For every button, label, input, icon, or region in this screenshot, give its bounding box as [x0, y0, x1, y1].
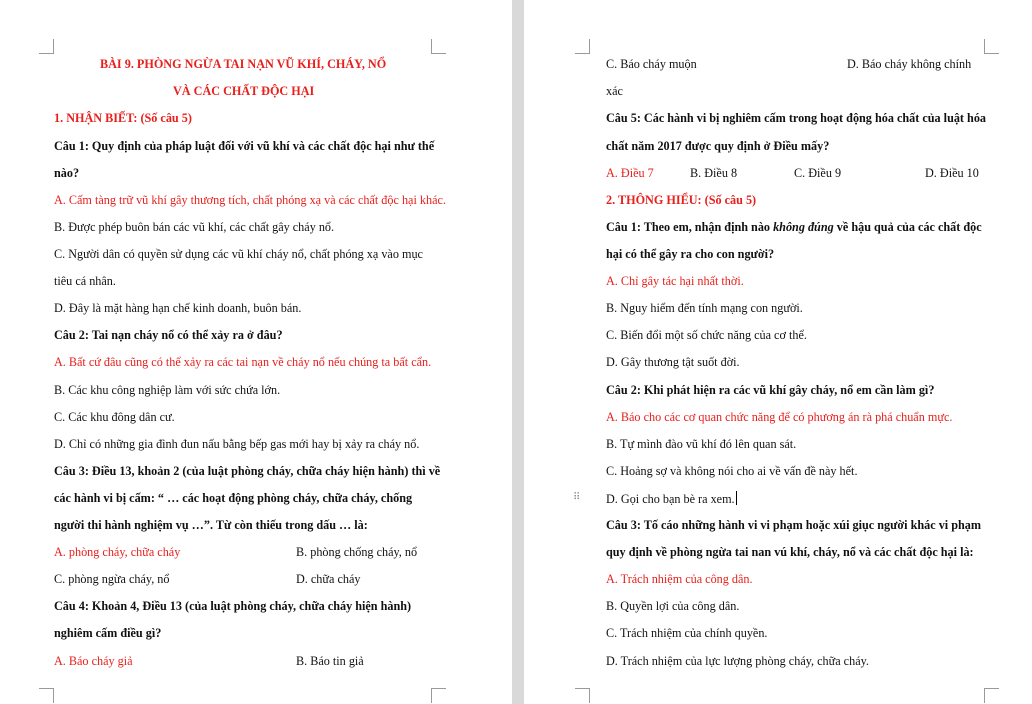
answer-option: C. Biến đổi một số chức năng của cơ thể. [606, 328, 807, 342]
question-text: Câu 2: Khi phát hiện ra các vũ khí gây cháy, nổ em cần làm gì? [606, 383, 935, 397]
question-text: Câu 3: Tố cáo những hành vi vi phạm hoặc xúi giục người khác vi phạm [606, 518, 982, 532]
answer-option-correct: A. Điều 7 [606, 166, 654, 180]
answer-option-correct: A. phòng cháy, chữa cháy [54, 545, 181, 559]
answer-option: D. chữa cháy [296, 572, 361, 586]
answer-option: B. Điều 8 [690, 166, 738, 180]
answer-option: B. Tự mình đào vũ khí đó lên quan sát. [606, 437, 797, 451]
answer-option: C. phòng ngừa cháy, nổ [54, 572, 170, 586]
answer-option: D. Trách nhiệm của lực lượng phòng cháy, chữa cháy. [606, 654, 869, 668]
answer-option: D. Đây là mặt hàng hạn chế kinh doanh, buôn bán. [54, 301, 302, 315]
answer-option: D. Báo cháy không chính [847, 57, 972, 71]
answer-option: D. Chỉ có những gia đình đun nấu bằng bếp gas mới hay bị xảy ra cháy nổ. [54, 437, 420, 451]
crop-mark [984, 39, 999, 54]
question-text: Câu 5: Các hành vi bị nghiêm cấm trong hoạt động hóa chất của luật hóa [606, 111, 987, 125]
document-page-right [524, 0, 1032, 704]
answer-option: B. Các khu công nghiệp làm với sức chứa lớn. [54, 383, 281, 397]
question-text: quy định về phòng ngừa tai nan vú khí, cháy, nổ và các chất độc hại là: [606, 545, 974, 559]
answer-option-correct: A. Chỉ gây tác hại nhất thời. [606, 274, 744, 288]
answer-option-correct: A. Trách nhiệm của công dân. [606, 572, 753, 586]
question-text: người thi hành nghiệm vụ …”. Từ còn thiếu trong dấu … là: [54, 518, 368, 532]
answer-option: D. Điều 10 [925, 166, 979, 180]
answer-option: tiêu cá nhân. [54, 274, 116, 288]
question-text [606, 220, 982, 234]
answer-option: C. Hoảng sợ và không nói cho ai về vấn đề này hết. [606, 464, 858, 478]
answer-option: D. Gây thương tật suốt đời. [606, 355, 740, 369]
crop-mark [575, 688, 590, 703]
question-text: Câu 3: Điều 13, khoản 2 (của luật phòng cháy, chữa cháy hiện hành) thì về [54, 464, 441, 478]
crop-mark [575, 39, 590, 54]
answer-option-correct: A. Bất cứ đâu cũng có thể xảy ra các tai nạn về cháy nổ nếu chúng ta bất cẩn. [54, 355, 432, 369]
answer-option: C. Điều 9 [794, 166, 842, 180]
answer-option: B. Nguy hiểm đến tính mạng con người. [606, 301, 803, 315]
question-text: các hành vi bị cấm: “ … các hoạt động phòng cháy, chữa cháy, chống [54, 491, 413, 505]
emphasis-text: không đúng [773, 220, 834, 234]
question-text: chất năm 2017 được quy định ở Điều mấy? [606, 139, 830, 153]
crop-mark [431, 688, 446, 703]
answer-option: C. Các khu đông dân cư. [54, 410, 175, 424]
crop-mark [984, 688, 999, 703]
question-text: Câu 4: Khoản 4, Điều 13 (của luật phòng cháy, chữa cháy hiện hành) [54, 599, 412, 613]
question-text: hại có thể gây ra cho con người? [606, 247, 775, 261]
answer-option: C. Báo cháy muộn [606, 57, 697, 71]
section-heading: 2. THÔNG HIỂU: (Số câu 5) [606, 193, 757, 207]
answer-option-line[interactable] [606, 491, 737, 506]
question-text: nghiêm cấm điều gì? [54, 626, 162, 640]
section-heading: 1. NHẬN BIẾT: (Số câu 5) [54, 111, 192, 125]
question-text: nào? [54, 166, 80, 180]
answer-option-correct: A. Cấm tàng trữ vũ khí gây thương tích, chất phóng xạ và các chất độc hại khác. [54, 193, 446, 207]
answer-option: B. phòng chống cháy, nổ [296, 545, 418, 559]
lesson-title-line2: VÀ CÁC CHẤT ĐỘC HẠI [173, 84, 315, 98]
answer-option-correct: A. Báo cho các cơ quan chức năng để có phương án rà phá chuẩn mực. [606, 410, 953, 424]
question-text: Câu 2: Tai nạn cháy nổ có thể xảy ra ở đâu? [54, 328, 283, 342]
crop-mark [39, 688, 54, 703]
answer-option: B. Được phép buôn bán các vũ khí, các chất gây cháy nổ. [54, 220, 335, 234]
answer-option: C. Trách nhiệm của chính quyền. [606, 626, 768, 640]
answer-option-correct: A. Báo cháy giả [54, 654, 133, 668]
document-page-left [0, 0, 512, 704]
answer-option: C. Người dân có quyền sử dụng các vũ khí cháy nổ, chất phóng xạ vào mục [54, 247, 423, 261]
question-text: Câu 1: Quy định của pháp luật đối với vũ khí và các chất độc hại như thế [54, 139, 435, 153]
answer-option: xác [606, 84, 623, 98]
answer-option: D. Gọi cho bạn bè ra xem. [606, 492, 735, 506]
answer-option: B. Báo tin giả [296, 654, 364, 668]
crop-mark [39, 39, 54, 54]
lesson-title: BÀI 9. PHÒNG NGỪA TAI NẠN VŨ KHÍ, CHÁY, NỔ [100, 57, 387, 71]
question-text-part: Câu 1: Theo em, nhận định nào [606, 220, 774, 234]
answer-option: B. Quyền lợi của công dân. [606, 599, 740, 613]
text-cursor [736, 491, 737, 505]
crop-mark [431, 39, 446, 54]
drag-handle-icon[interactable]: ⠿ [573, 492, 582, 503]
question-text-part: về hậu quả của các chất độc [833, 220, 982, 234]
page-gutter [512, 0, 524, 704]
